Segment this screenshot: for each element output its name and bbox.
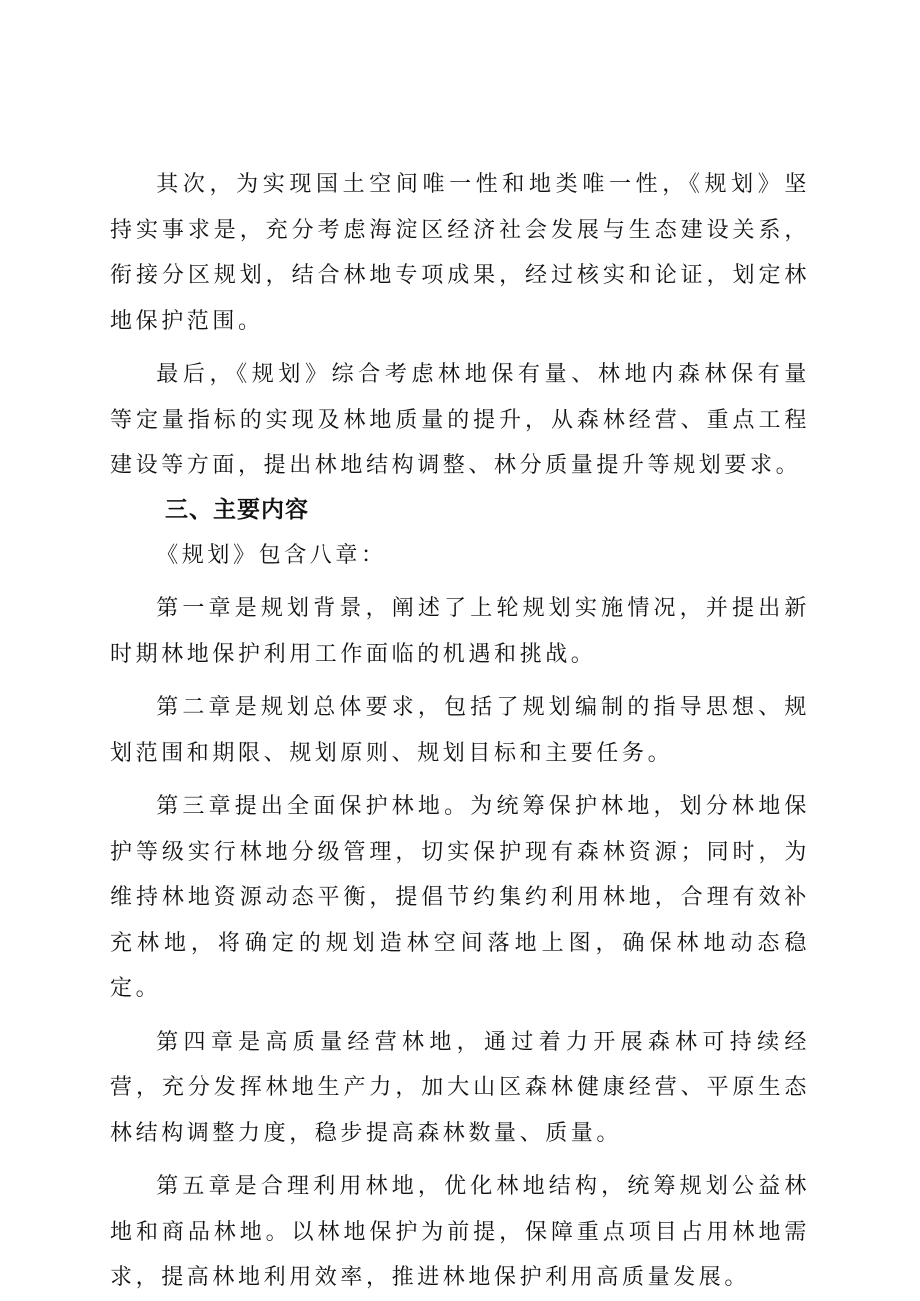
chapter-five: 第五章是合理利用林地，优化林地结构，统筹规划公益林地和商品林地。以林地保护为前提，保障重点项目占用林地需求，提高林地利用效率，推进林地保护利用高质量发展。 — [110, 1174, 810, 1290]
chapter-two: 第二章是规划总体要求，包括了规划编制的指导思想、规划范围和期限、规划原则、规划目标和主要任务。 — [110, 695, 810, 766]
paragraph-finally: 最后，《规划》综合考虑林地保有量、林地内森林保有量等定量指标的实现及林地质量的提升，从森林经营、重点工程建设等方面，提出林地结构调整、林分质量提升等规划要求。 — [110, 362, 810, 478]
chapter-one: 第一章是规划背景，阐述了上轮规划实施情况，并提出新时期林地保护利用工作面临的机遇和挑战。 — [110, 596, 810, 667]
section-heading: 三、主要内容 — [165, 496, 309, 523]
chapters-intro: 《规划》包含八章： — [156, 542, 387, 568]
chapter-four: 第四章是高质量经营林地，通过着力开展森林可持续经营，充分发挥林地生产力，加大山区森林健康经营、平原生态林结构调整力度，稳步提高森林数量、质量。 — [110, 1029, 810, 1146]
paragraph-secondly: 其次，为实现国土空间唯一性和地类唯一性，《规划》坚持实事求是，充分考虑海淀区经济社会发展与生态建设关系，衔接分区规划，结合林地专项成果，经过核实和论证，划定林地保护范围。 — [110, 172, 810, 334]
chapter-three: 第三章提出全面保护林地。为统筹保护林地，划分林地保护等级实行林地分级管理，切实保护现有森林资源；同时，为维持林地资源动态平衡，提倡节约集约利用林地，合理有效补充林地，将确定的规划造林空间落地上图，确保林地动态稳定。 — [110, 794, 810, 1001]
